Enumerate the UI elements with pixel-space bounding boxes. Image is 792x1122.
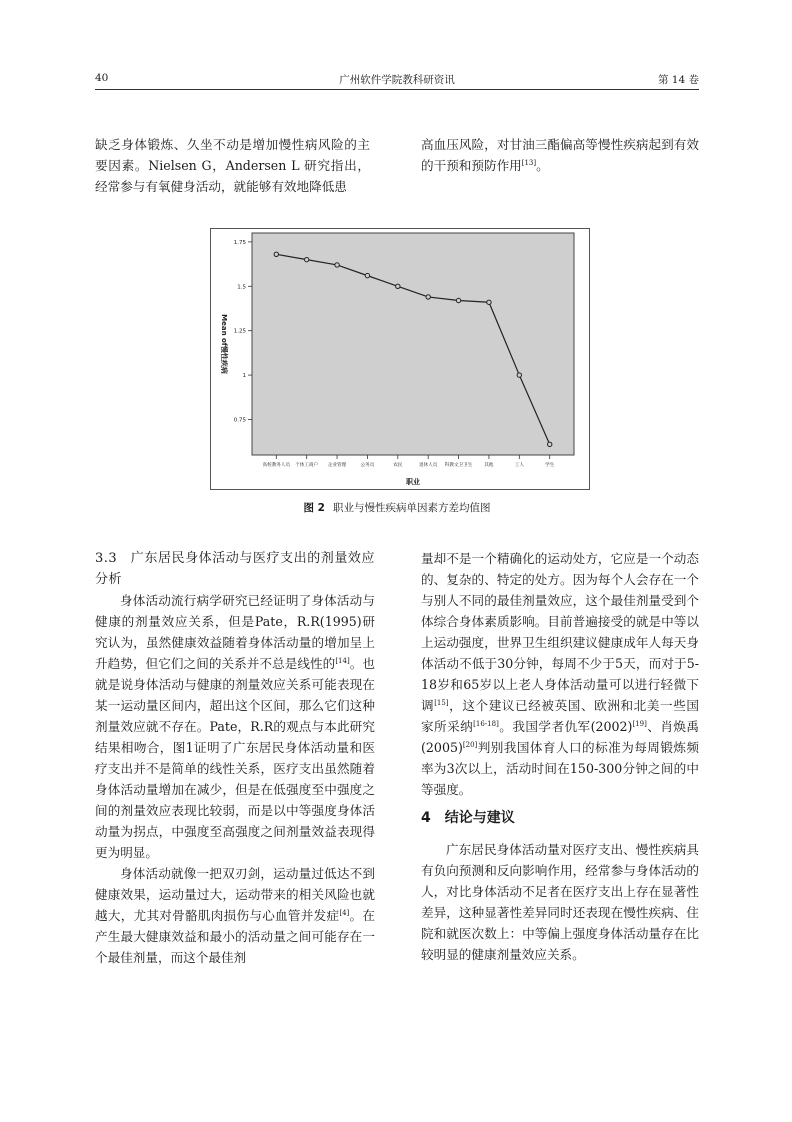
text-span: 。在产生最大健康效益和最小的活动量之间可能存在一个最佳剂量，而这个最佳剂 (95, 908, 376, 965)
data-point (365, 273, 369, 277)
text-span: 身体活动就像一把双刃剑，运动量过低达不到健康效果，运动量过大，运动带来的相关风险也就越大，尤其对骨骼肌肉损伤与心血管并发症 (95, 866, 375, 923)
data-point (547, 442, 551, 446)
data-point (335, 263, 339, 267)
journal-title: 广州软件学院教科研资讯 (339, 74, 455, 86)
top-left-column (95, 134, 370, 197)
text-span: ，这个建议已经被英国、欧洲和北美一些国家所采纳 (421, 698, 700, 734)
text-span: 高血压风险，对甘油三酯偏高等慢性疾病起到有效的干预和预防作用 (421, 137, 699, 173)
volume-label: 第 14 卷 (657, 74, 699, 86)
citation: [16-18] (473, 719, 499, 728)
paragraph (421, 548, 699, 800)
x-tick-label: 工人 (514, 463, 524, 468)
citation: [19] (632, 719, 647, 728)
text-span: 量却不是一个精确化的运动处方，它应是一个动态的、复杂的、特定的处方。因为每个人会存在一个与别人不同的最佳剂量效应，这个最佳剂量受到个体综合身体素质影响。目前普遍接受的就是中等以上运动强度，世界卫生组织建议健康成年人每天身体活动不低于30分钟，每周不少于5天，而对于5-18岁和65岁以上老人身体活动量可以进行轻微下调 (421, 551, 699, 713)
data-point (517, 373, 521, 377)
x-tick-label: 企业管理 (327, 463, 347, 468)
figure-caption-text: 职业与慢性疾病单因素方差均值图 (332, 502, 491, 514)
x-tick-label: 其他 (484, 463, 494, 468)
data-point (396, 284, 400, 288)
citation: [20] (462, 740, 478, 749)
top-left-paragraph: 缺乏身体锻炼、久坐不动是增加慢性病风险的主要因素。Nielsen G，Andersen L 研究指出，经常参与有氧健身活动，就能够有效地降低患 (95, 137, 370, 194)
text-span: 。也就是说身体活动与健康的剂量效应关系可能表现在某一运动量区间内，超出这个区间，那么它们这种剂量效应就不存在。Pate，R.R的观点与本此研究结果相吻合，图1证明了广东居民身体活动量和医疗支出并不是简单的线性关系，医疗支出虽然随着身体活动量增加在减少，但是在低强度至中强度之间的剂量效应表现比较弱，而是以中等强度身体活动量为拐点，中强度至高强度之间剂量效益表现得更为明显。 (95, 656, 376, 860)
top-right-column (421, 134, 699, 176)
citation: [13] (521, 158, 537, 167)
x-axis-label: 职业 (406, 478, 420, 486)
text-span: 、肖焕禹(2005) (421, 719, 699, 755)
paragraph (95, 590, 375, 863)
data-point (487, 300, 491, 304)
x-tick-label: 公务员 (360, 463, 375, 468)
page-number: 40 (95, 72, 109, 84)
left-column (95, 548, 375, 968)
text-span: 。 (536, 158, 549, 173)
paragraph (95, 863, 375, 968)
top-right-paragraph (421, 134, 699, 176)
plot-area (252, 233, 574, 455)
right-column (421, 548, 699, 965)
x-tick-label: 科教文卫卫生 (444, 463, 473, 468)
x-tick-label: 退休人员 (418, 463, 438, 468)
figure-number: 图 2 (303, 502, 325, 514)
data-point (456, 298, 460, 302)
means-plot-chart (210, 228, 590, 490)
section-heading-3-3: 3.3 广东居民身体活动与医疗支出的剂量效应分析 (95, 551, 375, 587)
y-axis-label: Mean of慢性疾病 (220, 314, 228, 374)
y-tick-label: 1.25 (233, 328, 246, 335)
y-tick-label: 1.5 (237, 284, 246, 291)
x-tick-label: 学生 (545, 463, 555, 468)
citation: [15] (434, 698, 449, 707)
citation: [14] (335, 656, 350, 665)
paragraph: 广东居民身体活动量对医疗支出、慢性疾病具有负向预测和反向影响作用，经常参与身体活动的人，对比身体活动不足者在医疗支出上存在显著性差异，这种显著性差异同时还表现在慢性疾病、住院和就医次数上：中等偏上强度身体活动量存在比较明显的健康剂量效应关系。 (421, 842, 699, 962)
figure-caption (95, 500, 699, 515)
text-span: 。我国学者仇军(2002) (498, 719, 633, 734)
section-heading-4: 4 结论与建议 (421, 810, 515, 826)
data-point (304, 257, 308, 261)
running-header (95, 70, 699, 88)
y-tick-label: 1.75 (233, 239, 246, 246)
text-span: 身体活动流行病学研究已经证明了身体活动与健康的剂量效应关系，但是Pate，R.R(1995)研究认为，虽然健康效益随着身体活动量的增加呈上升趋势，但它们之间的关系并不总是线性的 (95, 593, 375, 671)
citation: [4] (339, 908, 350, 917)
x-tick-label: 个体工商户 (295, 463, 319, 468)
data-point (426, 295, 430, 299)
data-point (274, 252, 278, 256)
x-tick-label: 农民 (393, 463, 403, 468)
header-rule (95, 89, 699, 90)
y-tick-label: 1 (242, 373, 246, 380)
text-span: 判别我国体育人口的标准为每周锻炼频率为3次以上，活动时间在150-300分钟之间的中等强度。 (421, 740, 699, 797)
y-tick-label: 0.75 (233, 417, 246, 424)
x-tick-label: 高校教务人员 (262, 463, 291, 468)
